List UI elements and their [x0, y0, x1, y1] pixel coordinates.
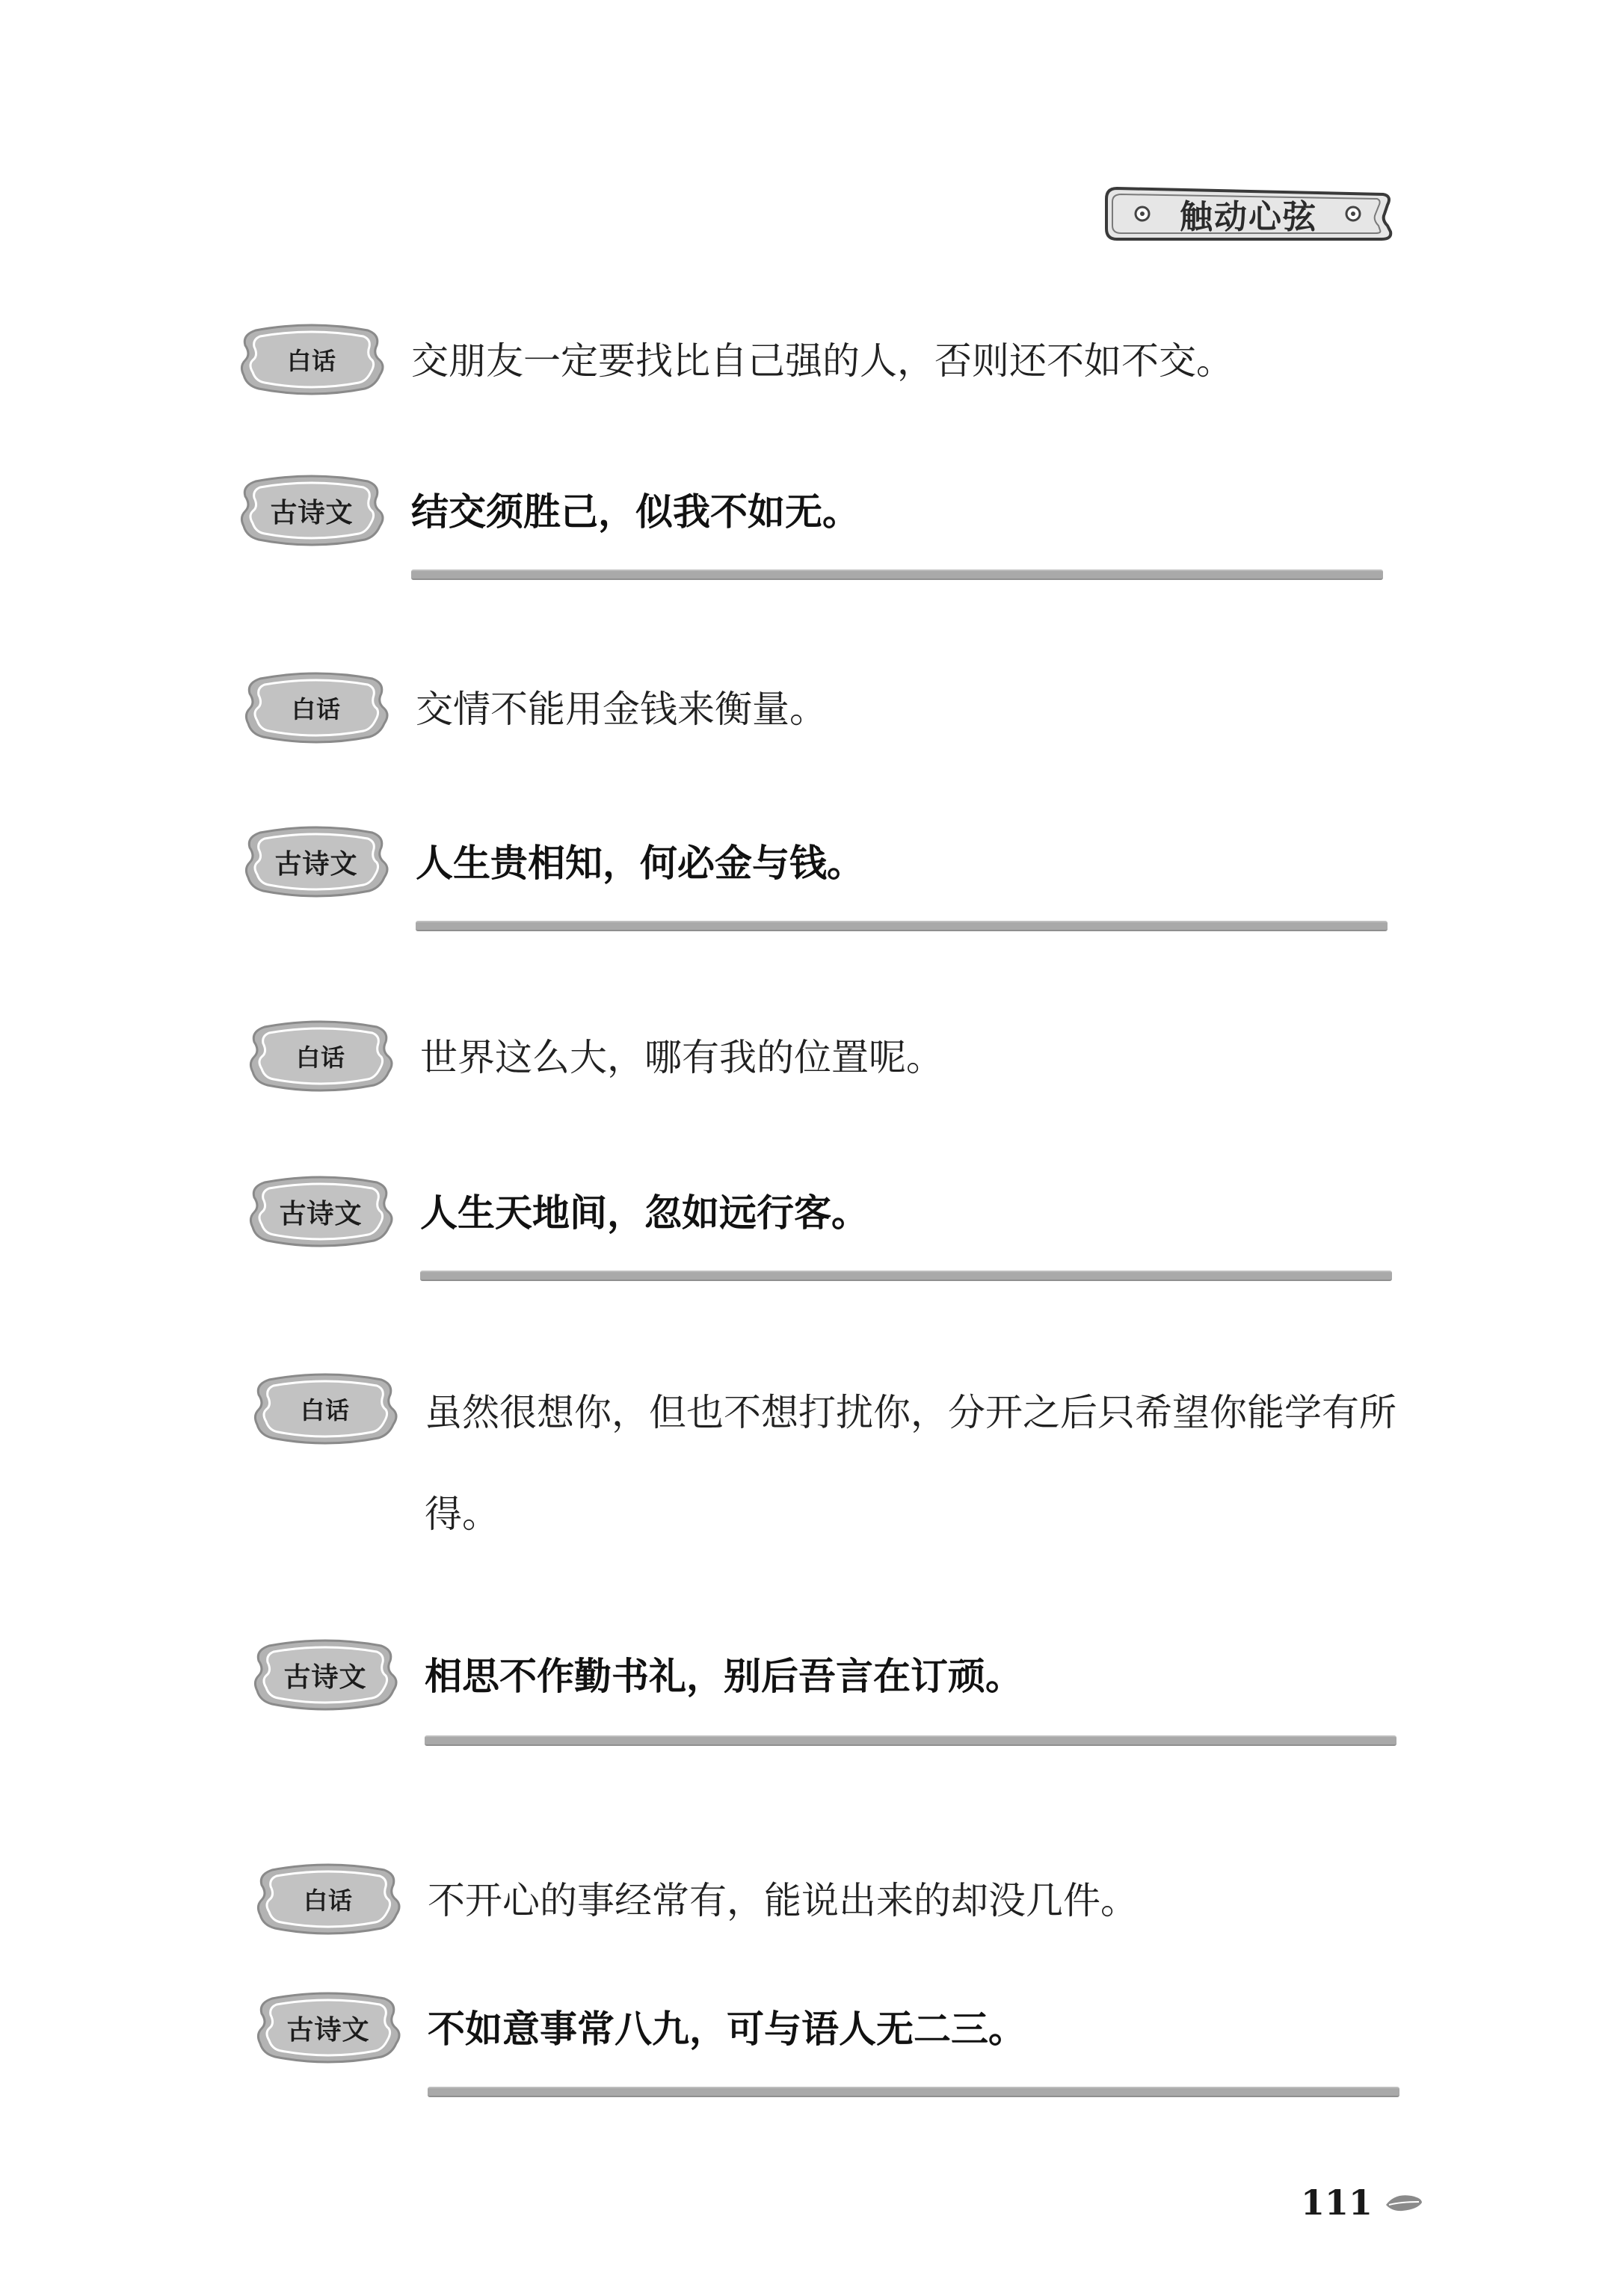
classical-badge — [250, 1990, 407, 2066]
classical-badge — [242, 1173, 399, 1250]
classical-label: 古诗文 — [279, 1198, 363, 1229]
vernacular-label: 白话 — [300, 1396, 350, 1425]
section-banner — [1099, 182, 1398, 245]
classical-text: 人生天地间，忽如远行客。 — [420, 1191, 869, 1235]
vernacular-badge — [242, 1018, 399, 1094]
classical-label: 古诗文 — [274, 848, 358, 880]
vernacular-badge — [238, 670, 395, 746]
classical-text: 不如意事常八九，可与语人无二三。 — [428, 2008, 1026, 2051]
vernacular-label: 白话 — [295, 1043, 345, 1072]
classical-text: 结交须胜己，似我不如无。 — [411, 490, 860, 534]
section-title: 触动心弦 — [1180, 198, 1317, 236]
vernacular-text: 交情不能用金钱来衡量。 — [416, 688, 827, 731]
classical-badge — [247, 1637, 404, 1713]
classical-label: 古诗文 — [283, 1661, 367, 1693]
vernacular-label: 白话 — [291, 695, 341, 723]
answer-underline — [425, 1735, 1396, 1746]
answer-underline — [416, 921, 1388, 931]
vernacular-label: 白话 — [303, 1886, 353, 1915]
classical-text: 人生贵相知，何必金与钱。 — [416, 842, 864, 885]
vernacular-badge — [250, 1861, 407, 1937]
vernacular-label: 白话 — [286, 347, 336, 375]
answer-underline — [428, 2087, 1399, 2097]
classical-badge — [238, 824, 395, 900]
classical-text: 相思不作勤书礼，别后吾言在订顽。 — [425, 1655, 1023, 1698]
vernacular-badge — [233, 321, 390, 398]
vernacular-text: 不开心的事经常有，能说出来的却没几件。 — [428, 1879, 1138, 1922]
answer-underline — [411, 570, 1383, 580]
page-number: 111 — [1301, 2182, 1373, 2223]
classical-label: 古诗文 — [270, 497, 354, 528]
vernacular-text: 世界这么大，哪有我的位置呢。 — [420, 1036, 943, 1079]
vernacular-text: 虽然很想你，但也不想打扰你，分开之后只希望你能学有所得。 — [425, 1391, 1396, 1536]
leaf-ornament-icon — [1385, 2191, 1423, 2214]
vernacular-badge — [247, 1371, 404, 1447]
classical-label: 古诗文 — [286, 2014, 370, 2046]
vernacular-text: 交朋友一定要找比自己强的人，否则还不如不交。 — [411, 339, 1234, 383]
answer-underline — [420, 1271, 1392, 1281]
classical-badge — [233, 472, 390, 549]
